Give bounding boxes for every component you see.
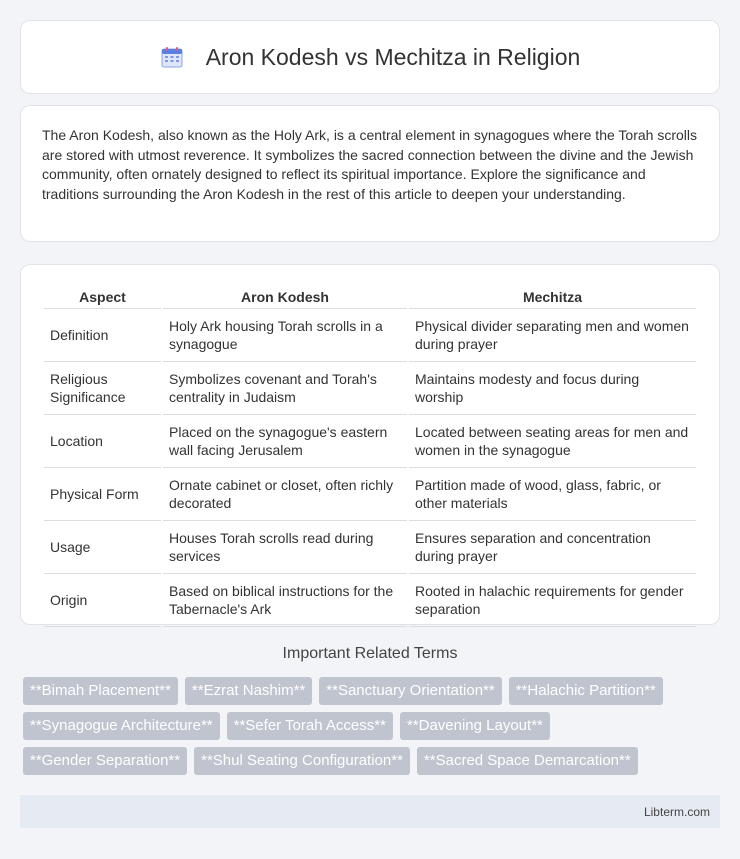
related-term-tag[interactable]: **Synagogue Architecture** [23, 712, 220, 740]
footer-brand-link[interactable]: Libterm.com [643, 804, 710, 819]
table-cell: Based on biblical instructions for the Tabernacle's Ark [163, 574, 407, 627]
related-term-tag[interactable]: **Halachic Partition** [509, 677, 663, 705]
related-term-tag[interactable]: **Bimah Placement** [23, 677, 178, 705]
table-cell: Rooted in halachic requirements for gender separation [409, 574, 696, 627]
related-term-tag[interactable]: **Gender Separation** [23, 747, 187, 775]
table-row [44, 415, 696, 468]
column-header: Mechitza [409, 285, 696, 309]
related-term-tag[interactable]: **Davening Layout** [400, 712, 550, 740]
tag-row [23, 747, 723, 775]
table-cell: Religious Significance [44, 362, 161, 415]
table-cell: Partition made of wood, glass, fabric, or other materials [409, 468, 696, 521]
table-row [44, 521, 696, 574]
table-cell: Origin [44, 574, 161, 627]
table-cell: Physical Form [44, 468, 161, 521]
table-cell: Ensures separation and concentration during prayer [409, 521, 696, 574]
table-cell: Placed on the synagogue's eastern wall facing Jerusalem [163, 415, 407, 468]
related-term-tag[interactable]: **Shul Seating Configuration** [194, 747, 410, 775]
table-cell: Definition [44, 309, 161, 362]
table-cell: Holy Ark housing Torah scrolls in a synagogue [163, 309, 407, 362]
table-cell: Usage [44, 521, 161, 574]
comparison-table-card [20, 264, 720, 625]
table-row [44, 574, 696, 627]
footer [20, 795, 720, 828]
table-row [44, 468, 696, 521]
table-header-row [44, 285, 696, 309]
tag-row [23, 677, 723, 705]
related-term-tag[interactable]: **Sanctuary Orientation** [319, 677, 501, 705]
comparison-table [42, 285, 698, 627]
page-title: Aron Kodesh vs Mechitza in Religion [205, 43, 581, 70]
table-cell: Ornate cabinet or closet, often richly decorated [163, 468, 407, 521]
related-term-tag[interactable]: **Ezrat Nashim** [185, 677, 312, 705]
table-cell: Maintains modesty and focus during worship [409, 362, 696, 415]
table-cell: Located between seating areas for men and women in the synagogue [409, 415, 696, 468]
tag-row [23, 712, 723, 740]
related-term-tag[interactable]: **Sefer Torah Access** [227, 712, 393, 740]
related-term-tag[interactable]: **Sacred Space Demarcation** [417, 747, 638, 775]
table-row [44, 362, 696, 415]
title-card [20, 20, 720, 94]
table-cell: Location [44, 415, 161, 468]
related-terms-title: Important Related Terms [282, 645, 458, 662]
intro-text: The Aron Kodesh, also known as the Holy Ark, is a central element in synagogues where the Torah scrolls are stored with utmost reverence. It symbolizes the sacred connection between the divine and the Jewish community, often ornately designed to reflect its spiritual importance. Explore the significance and traditions surrounding the Aron Kodesh in the rest of this article to deepen your understanding. [42, 127, 697, 202]
table-cell: Symbolizes covenant and Torah's centrality in Judaism [163, 362, 407, 415]
column-header: Aspect [44, 285, 161, 309]
column-header: Aron Kodesh [163, 285, 407, 309]
intro-card [20, 105, 720, 242]
table-row [44, 309, 696, 362]
table-cell: Physical divider separating men and women during prayer [409, 309, 696, 362]
table-cell: Houses Torah scrolls read during services [163, 521, 407, 574]
calendar-icon [160, 45, 184, 69]
related-terms-list [23, 677, 723, 782]
